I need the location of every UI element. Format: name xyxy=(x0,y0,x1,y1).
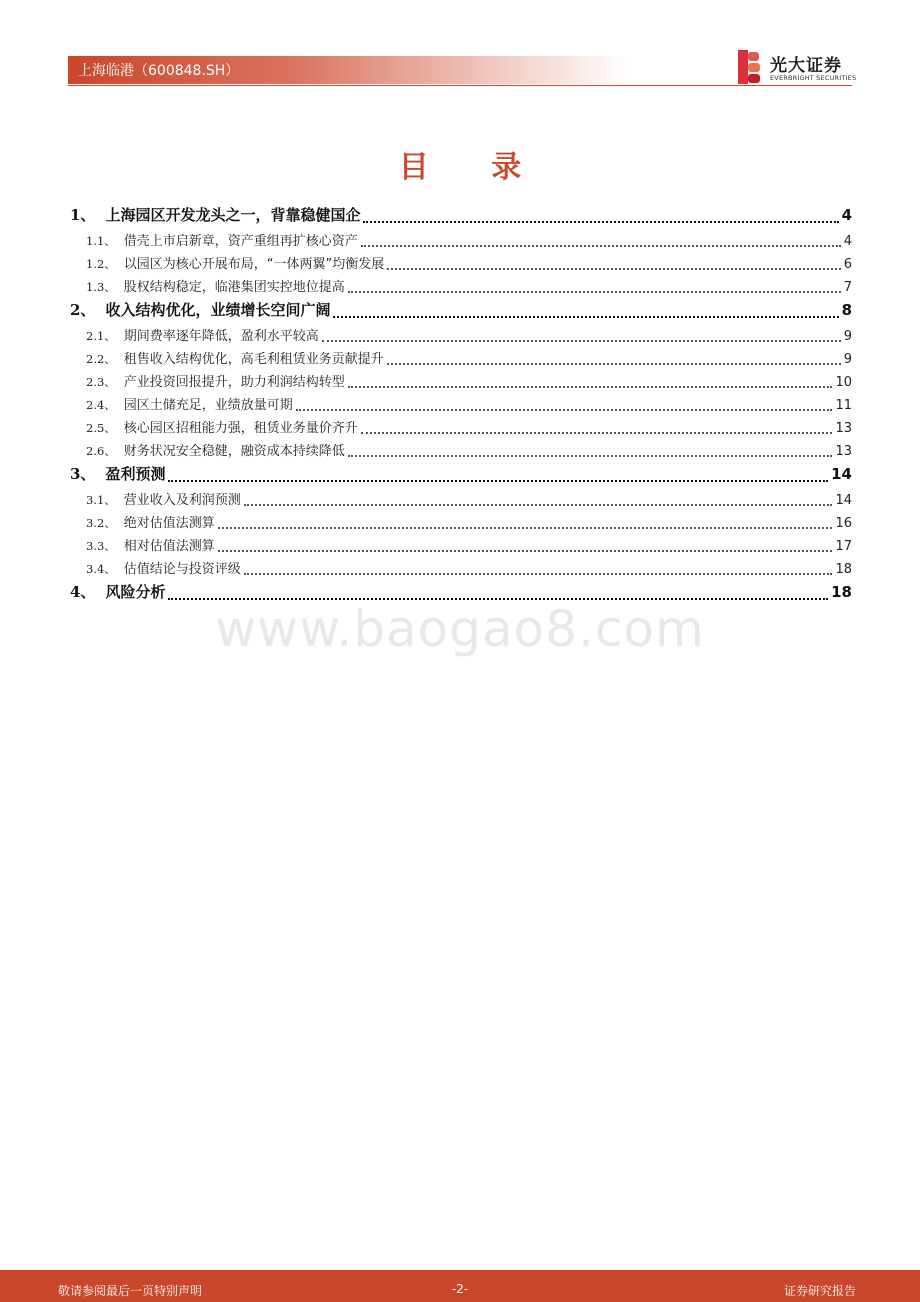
toc-dot-leader xyxy=(348,455,833,457)
everbright-logo xyxy=(736,50,856,86)
toc-dot-leader xyxy=(361,432,833,434)
toc-page-number: 8 xyxy=(841,301,852,319)
toc-entry-number: 3.1、 xyxy=(86,493,116,507)
toc-page-number: 9 xyxy=(843,329,852,344)
toc-dot-leader xyxy=(333,316,838,318)
toc-page-number: 4 xyxy=(843,234,852,249)
toc-page-number: 7 xyxy=(843,280,852,295)
toc-entry-title: 财务状况安全稳健，融资成本持续降低 xyxy=(123,444,345,459)
toc-subsection[interactable] xyxy=(70,230,852,253)
toc-entry-title: 借壳上市启新章，资产重组再扩核心资产 xyxy=(123,234,358,249)
toc-dot-leader xyxy=(218,527,833,529)
toc-entry-number: 3.2、 xyxy=(86,516,116,530)
toc-entry-number: 2.5、 xyxy=(86,421,116,435)
toc-entry-number: 1.3、 xyxy=(86,280,116,294)
toc-entry-number: 1、 xyxy=(70,206,96,224)
toc-entry-number: 3.3、 xyxy=(86,539,116,553)
toc-dot-leader xyxy=(218,550,833,552)
toc-entry-title: 收入结构优化，业绩增长空间广阔 xyxy=(105,301,331,319)
toc-entry-title: 租售收入结构优化，高毛利租赁业务贡献提升 xyxy=(123,352,384,367)
toc-dot-leader xyxy=(244,504,833,506)
toc-page-number: 9 xyxy=(843,352,852,367)
toc-entry-number: 2.6、 xyxy=(86,444,116,458)
toc-entry-number: 4、 xyxy=(70,583,96,601)
toc-entry-title: 相对估值法测算 xyxy=(123,539,215,554)
toc-entry-title: 上海园区开发龙头之一，背靠稳健国企 xyxy=(105,206,361,224)
logo-name-cn: 光大证券 xyxy=(770,56,842,76)
toc-dot-leader xyxy=(363,221,838,223)
toc-entry-number: 1.2、 xyxy=(86,257,116,271)
toc-subsection[interactable] xyxy=(70,417,852,440)
toc-dot-leader xyxy=(296,409,833,411)
toc-entry-title: 期间费率逐年降低，盈利水平较高 xyxy=(123,329,319,344)
toc-subsection[interactable] xyxy=(70,325,852,348)
toc-entry-number: 2.4、 xyxy=(86,398,116,412)
toc-subsection[interactable] xyxy=(70,489,852,512)
toc-entry-number: 2、 xyxy=(70,301,96,319)
logo-name-en: EVERBRIGHT SECURITIES xyxy=(770,74,857,82)
toc-entry-number: 3.4、 xyxy=(86,562,116,576)
toc-dot-leader xyxy=(244,573,833,575)
toc-entry-title: 估值结论与投资评级 xyxy=(123,562,241,577)
toc-subsection[interactable] xyxy=(70,371,852,394)
toc-entry-title: 以园区为核心开展布局，“一体两翼”均衡发展 xyxy=(123,257,385,272)
toc-page-number: 18 xyxy=(831,583,852,601)
header-divider xyxy=(68,85,852,86)
toc-subsection[interactable] xyxy=(70,276,852,299)
toc-entry-number: 2.3、 xyxy=(86,375,116,389)
toc-entry-title: 绝对估值法测算 xyxy=(123,516,215,531)
toc-title: 目 录 xyxy=(398,150,548,185)
toc-page-number: 14 xyxy=(831,465,852,483)
toc-subsection[interactable] xyxy=(70,512,852,535)
toc-subsection[interactable] xyxy=(70,348,852,371)
footer-disclaimer: 敬请参阅最后一页特别声明 xyxy=(58,1284,203,1298)
toc-subsection[interactable] xyxy=(70,394,852,417)
toc-section[interactable] xyxy=(70,299,852,325)
toc-entry-number: 3、 xyxy=(70,465,96,483)
toc-subsection[interactable] xyxy=(70,558,852,581)
toc-dot-leader xyxy=(387,268,840,270)
toc-dot-leader xyxy=(348,291,841,293)
toc-dot-leader xyxy=(348,386,833,388)
toc-dot-leader xyxy=(361,245,841,247)
toc-page-number: 6 xyxy=(843,257,852,272)
toc-page-number: 13 xyxy=(835,421,852,436)
stock-code: 上海临港（600848.SH） xyxy=(78,63,240,79)
toc-dot-leader xyxy=(168,480,828,482)
everbright-logo-icon xyxy=(736,50,762,84)
toc-section[interactable] xyxy=(70,463,852,489)
toc-entry-title: 营业收入及利润预测 xyxy=(123,493,241,508)
toc-entry-title: 产业投资回报提升，助力利润结构转型 xyxy=(123,375,345,390)
toc-subsection[interactable] xyxy=(70,535,852,558)
toc-entry-number: 2.2、 xyxy=(86,352,116,366)
toc-subsection[interactable] xyxy=(70,440,852,463)
toc-page-number: 10 xyxy=(835,375,852,390)
toc-page-number: 11 xyxy=(835,398,852,413)
watermark: www.baogao8.com xyxy=(215,600,705,658)
table-of-contents xyxy=(70,204,852,607)
toc-entry-title: 核心园区招租能力强，租赁业务量价齐升 xyxy=(123,421,358,436)
toc-page-number: 4 xyxy=(841,206,852,224)
toc-entry-title: 风险分析 xyxy=(105,583,166,601)
toc-entry-number: 2.1、 xyxy=(86,329,116,343)
toc-entry-title: 园区土储充足，业绩放量可期 xyxy=(123,398,293,413)
toc-entry-number: 1.1、 xyxy=(86,234,116,248)
toc-subsection[interactable] xyxy=(70,253,852,276)
toc-dot-leader xyxy=(387,363,841,365)
toc-section[interactable] xyxy=(70,204,852,230)
toc-page-number: 13 xyxy=(835,444,852,459)
toc-entry-title: 股权结构稳定，临港集团实控地位提高 xyxy=(123,280,345,295)
footer xyxy=(0,1270,920,1302)
toc-page-number: 17 xyxy=(835,539,852,554)
toc-dot-leader xyxy=(322,340,841,342)
footer-report-type: 证券研究报告 xyxy=(783,1284,856,1298)
toc-page-number: 16 xyxy=(835,516,852,531)
toc-entry-title: 盈利预测 xyxy=(105,465,166,483)
toc-page-number: 14 xyxy=(835,493,852,508)
toc-page-number: 18 xyxy=(835,562,852,577)
page-number: -2- xyxy=(451,1282,469,1296)
